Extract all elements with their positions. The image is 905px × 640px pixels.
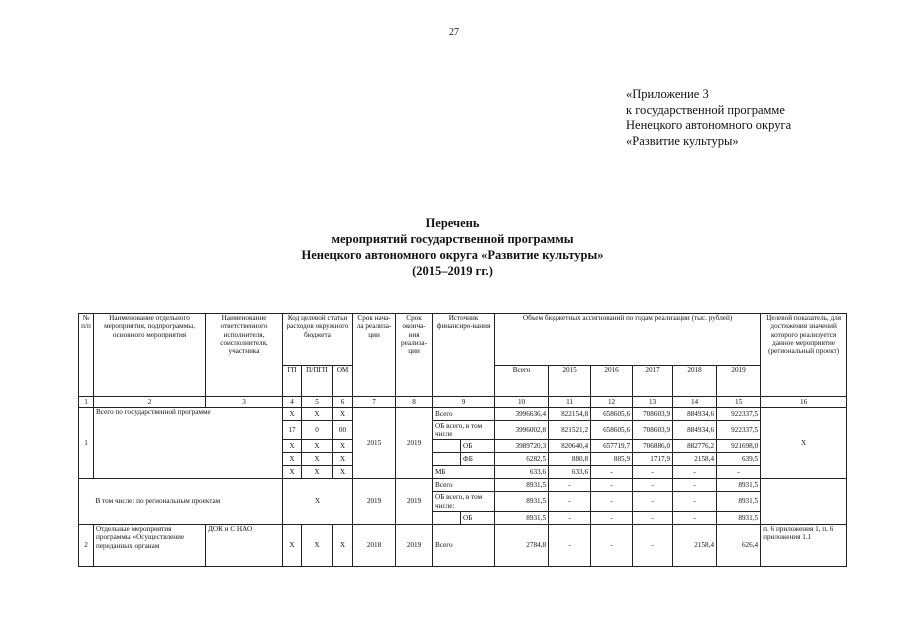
regional-value: 8931,5 <box>495 492 549 512</box>
colnum-cell: 13 <box>633 397 673 408</box>
row1-value: 885,9 <box>591 453 633 466</box>
row1-value: - <box>633 466 673 479</box>
colnum-cell: 15 <box>717 397 761 408</box>
regional-value: - <box>549 479 591 492</box>
regional-name: В том числе: по региональным проектам <box>94 479 283 525</box>
header-source: Источник финансиро-вания <box>433 314 495 397</box>
header-code: Код целевой статьи расходов окружного бюджета <box>283 314 353 366</box>
row1-value: 633,6 <box>549 466 591 479</box>
regional-value: - <box>549 512 591 525</box>
row1-source: Всего <box>433 408 495 421</box>
header-target: Целевой показатель, для достижения значений которого реализуется данное мероприятие (региональный проект) <box>761 314 847 397</box>
appendix-line-1: «Приложение 3 <box>626 87 709 101</box>
regional-value: 8931,5 <box>495 512 549 525</box>
row1-ppgp: 0 <box>302 421 333 440</box>
regional-value: - <box>633 512 673 525</box>
regional-value: 8931,5 <box>495 479 549 492</box>
row1-ppgp: Х <box>302 453 333 466</box>
row1-value: 3996636,4 <box>495 408 549 421</box>
row1-value: 882776,2 <box>673 440 717 453</box>
row2-executor: ДОК и С НАО <box>206 525 283 567</box>
row1-value: - <box>591 466 633 479</box>
row1-ppgp: Х <box>302 440 333 453</box>
regional-value: - <box>591 479 633 492</box>
row2-value: 2158,4 <box>673 525 717 567</box>
table-row <box>79 525 847 567</box>
row1-value: 921698,0 <box>717 440 761 453</box>
header-num: № п/п <box>79 314 94 397</box>
row2-source: Всего <box>433 525 495 567</box>
row1-value: 633,6 <box>495 466 549 479</box>
row1-value: 706886,0 <box>633 440 673 453</box>
row2-end: 2019 <box>396 525 433 567</box>
row1-value: 1717,9 <box>633 453 673 466</box>
regional-source: Всего <box>433 479 495 492</box>
row1-source: ФБ <box>461 453 495 466</box>
row1-start: 2015 <box>353 408 396 479</box>
header-2015: 2015 <box>549 366 591 397</box>
colnum-cell: 4 <box>283 397 302 408</box>
page-number: 27 <box>449 27 459 38</box>
regional-value: 8931,5 <box>717 492 761 512</box>
row1-name: Всего по государственной программе <box>94 408 283 479</box>
header-gp: ГП <box>283 366 302 397</box>
colnum-cell: 3 <box>206 397 283 408</box>
title-line-4: (2015–2019 гг.) <box>412 264 493 278</box>
source-indent <box>433 453 461 466</box>
row1-value: 884934,6 <box>673 408 717 421</box>
row1-value: - <box>717 466 761 479</box>
row1-ppgp: Х <box>302 466 333 479</box>
regional-target <box>761 479 847 525</box>
row1-source: ОБ <box>461 440 495 453</box>
colnum-cell: 10 <box>495 397 549 408</box>
regional-value: - <box>633 479 673 492</box>
row1-value: 639,5 <box>717 453 761 466</box>
row1-value: 3996002,8 <box>495 421 549 440</box>
row1-gp: Х <box>283 453 302 466</box>
row1-value: 821521,2 <box>549 421 591 440</box>
regional-source: ОБ всего, в том числе: <box>433 492 495 512</box>
row1-source: ОБ всего, в том числе <box>433 421 495 440</box>
header-om: ОМ <box>333 366 353 397</box>
colnum-cell: 5 <box>302 397 333 408</box>
row1-value: 2158,4 <box>673 453 717 466</box>
row2-value: 2784,8 <box>495 525 549 567</box>
row2-name: Отдельные мероприятия программы «Осуществление переданных органам <box>94 525 206 567</box>
regional-num <box>79 479 94 525</box>
row1-value: 884934,6 <box>673 421 717 440</box>
row1-gp: Х <box>283 440 302 453</box>
regional-value: 8931,5 <box>717 512 761 525</box>
colnum-cell: 7 <box>353 397 396 408</box>
row1-num: 1 <box>79 408 94 479</box>
row1-value: 922337,5 <box>717 421 761 440</box>
header-2017: 2017 <box>633 366 673 397</box>
appendix-line-4: «Развитие культуры» <box>626 133 739 148</box>
header-name: Наименование отдельного мероприятия, подпрограммы, основного мероприятия <box>94 314 206 397</box>
row2-ppgp: Х <box>302 525 333 567</box>
row1-end: 2019 <box>396 408 433 479</box>
row1-value: - <box>673 466 717 479</box>
row2-target: п. 6 приложения 1, п. 6 приложения 1.1 <box>761 525 847 567</box>
row1-ppgp: Х <box>302 408 333 421</box>
regional-code: Х <box>283 479 353 525</box>
colnum-cell: 9 <box>433 397 495 408</box>
colnum-cell: 6 <box>333 397 353 408</box>
row2-om: Х <box>333 525 353 567</box>
header-total: Всего <box>495 366 549 397</box>
appendix-line-3: Ненецкого автономного округа <box>626 118 792 132</box>
regional-value: - <box>673 512 717 525</box>
row2-gp: Х <box>283 525 302 567</box>
row1-source: МБ <box>433 466 495 479</box>
header-2016: 2016 <box>591 366 633 397</box>
title-line-2: мероприятий государственной программы <box>331 232 574 246</box>
source-indent <box>433 440 461 453</box>
row1-value: 708603,9 <box>633 421 673 440</box>
regional-value: - <box>549 492 591 512</box>
row1-om: Х <box>333 466 353 479</box>
colnum-cell: 12 <box>591 397 633 408</box>
row1-gp: Х <box>283 466 302 479</box>
regional-value: 8931,5 <box>717 479 761 492</box>
regional-value: - <box>633 492 673 512</box>
row1-value: 658605,6 <box>591 421 633 440</box>
colnum-cell: 11 <box>549 397 591 408</box>
row1-value: 6282,5 <box>495 453 549 466</box>
row2-value: - <box>549 525 591 567</box>
row1-value: 3989720,3 <box>495 440 549 453</box>
row2-value: - <box>633 525 673 567</box>
document-title <box>0 215 905 279</box>
row1-value: 922337,5 <box>717 408 761 421</box>
header-2018: 2018 <box>673 366 717 397</box>
column-numbers-row <box>79 397 847 408</box>
row2-num: 2 <box>79 525 94 567</box>
row1-value: 708603,9 <box>633 408 673 421</box>
regional-value: - <box>591 512 633 525</box>
row2-value: 626,4 <box>717 525 761 567</box>
row2-start: 2018 <box>353 525 396 567</box>
row1-om: Х <box>333 408 353 421</box>
row1-value: 658605,6 <box>591 408 633 421</box>
row1-om: 00 <box>333 421 353 440</box>
header-executor: Наименование ответственного исполнителя, соисполнителя, участника <box>206 314 283 397</box>
colnum-cell: 2 <box>94 397 206 408</box>
row1-om: Х <box>333 453 353 466</box>
table-row <box>79 479 847 492</box>
header-ppgp: П/ПГП <box>302 366 333 397</box>
row1-value: 822154,8 <box>549 408 591 421</box>
header-end: Срок оконча-ния реализа-ции <box>396 314 433 397</box>
title-line-1: Перечень <box>425 216 480 230</box>
header-start: Срок нача-ла реализа-ции <box>353 314 396 397</box>
colnum-cell: 16 <box>761 397 847 408</box>
header-2019: 2019 <box>717 366 761 397</box>
row1-value: 657719,7 <box>591 440 633 453</box>
regional-source: ОБ <box>461 512 495 525</box>
title-line-3: Ненецкого автономного округа «Развитие культуры» <box>301 248 604 262</box>
row1-gp: Х <box>283 408 302 421</box>
row1-target: Х <box>761 408 847 479</box>
header-volume: Объем бюджетных ассигнований по годам реализации (тыс. рублей) <box>495 314 761 366</box>
colnum-cell: 1 <box>79 397 94 408</box>
row2-value: - <box>591 525 633 567</box>
regional-value: - <box>591 492 633 512</box>
regional-end: 2019 <box>396 479 433 525</box>
colnum-cell: 14 <box>673 397 717 408</box>
regional-value: - <box>673 479 717 492</box>
colnum-cell: 8 <box>396 397 433 408</box>
table-header-row <box>79 314 847 366</box>
table-row <box>79 408 847 421</box>
appendix-header <box>626 87 791 149</box>
row1-gp: 17 <box>283 421 302 440</box>
source-indent <box>433 512 461 525</box>
regional-value: - <box>673 492 717 512</box>
appendix-line-2: к государственной программе <box>626 102 785 117</box>
measures-table <box>78 313 847 567</box>
regional-start: 2019 <box>353 479 396 525</box>
row1-om: Х <box>333 440 353 453</box>
row1-value: 880,8 <box>549 453 591 466</box>
row1-value: 820640,4 <box>549 440 591 453</box>
